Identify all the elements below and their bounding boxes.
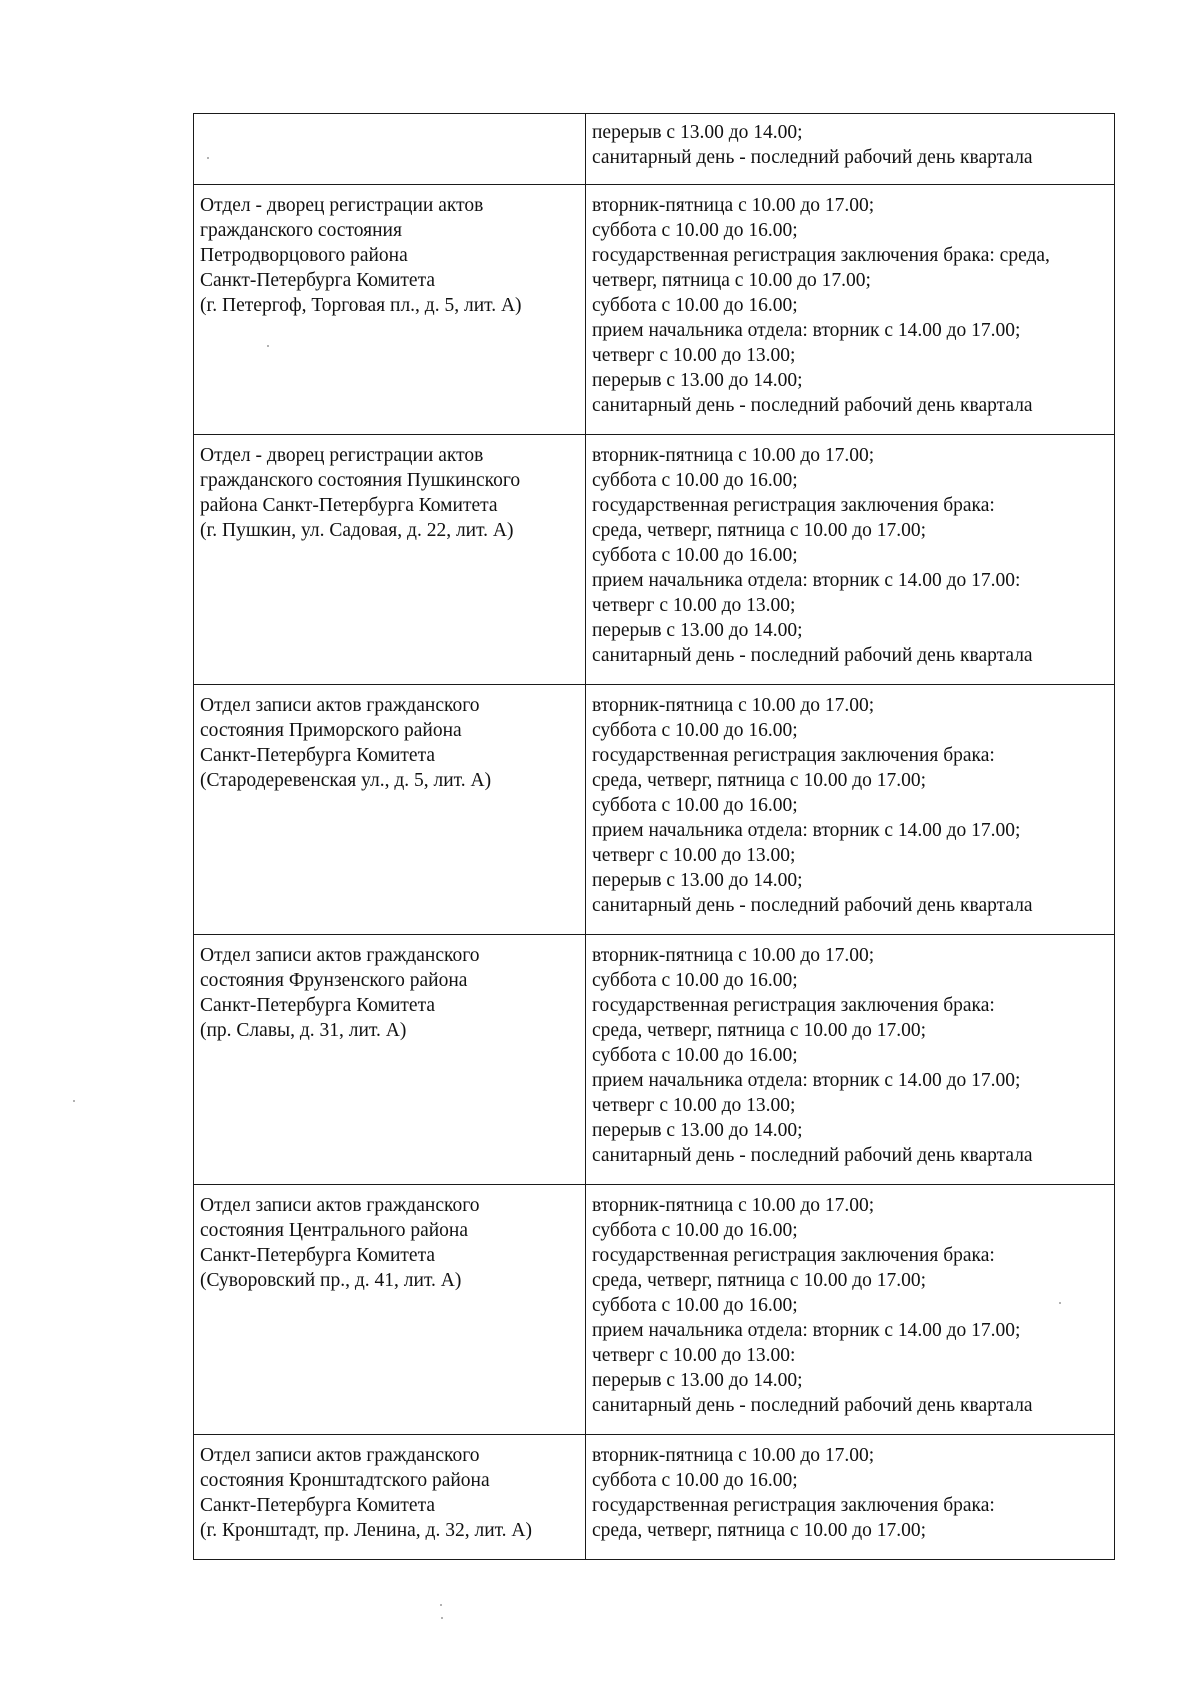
office-name-line: (пр. Славы, д. 31, лит. А) [200,1020,407,1041]
working-hours-line: государственная регистрация заключения брака: среда, [592,245,1050,266]
office-name-line: Отдел записи актов гражданского [200,1445,480,1466]
working-hours-line: суббота с 10.00 до 16.00; [592,1470,798,1491]
table-row [194,935,1115,1185]
scan-speck [207,157,209,159]
working-hours-cell [586,685,1115,935]
working-hours-line: четверг с 10.00 до 13.00: [592,1345,796,1366]
office-name-cell [194,935,586,1185]
working-hours-line: четверг с 10.00 до 13.00; [592,345,796,366]
scan-speck [267,345,269,347]
working-hours-line: перерыв с 13.00 до 14.00; [592,870,803,891]
working-hours-line: суббота с 10.00 до 16.00; [592,720,798,741]
office-name-cell [194,685,586,935]
working-hours-line: суббота с 10.00 до 16.00; [592,970,798,991]
office-name-cell [194,1185,586,1435]
working-hours-line: государственная регистрация заключения брака: [592,1245,995,1266]
office-name-cell [194,114,586,185]
registry-office-schedule-table [193,113,1115,1560]
office-name-line: Отдел записи актов гражданского [200,945,480,966]
working-hours-line: среда, четверг, пятница с 10.00 до 17.00; [592,1270,927,1291]
working-hours-line: санитарный день - последний рабочий день квартала [592,1145,1033,1166]
working-hours-line: суббота с 10.00 до 16.00; [592,1045,798,1066]
office-name-line: Санкт-Петербурга Комитета [200,270,435,291]
scan-speck [73,1100,75,1102]
working-hours-line: четверг с 10.00 до 13.00; [592,595,796,616]
office-name-cell [194,1435,586,1560]
office-name-line: Отдел записи актов гражданского [200,695,480,716]
working-hours-line: четверг, пятница с 10.00 до 17.00; [592,270,871,291]
office-name-line: (Суворовский пр., д. 41, лит. А) [200,1270,462,1291]
office-name-line: Отдел - дворец регистрации актов [200,195,484,216]
working-hours-line: перерыв с 13.00 до 14.00; [592,370,803,391]
working-hours-line: перерыв с 13.00 до 14.00; [592,1370,803,1391]
office-name-line: состояния Приморского района [200,720,462,741]
table-row [194,435,1115,685]
scan-speck [1059,1302,1061,1304]
table-row [194,1435,1115,1560]
working-hours-line: вторник-пятница с 10.00 до 17.00; [592,445,875,466]
working-hours-line: среда, четверг, пятница с 10.00 до 17.00; [592,1520,927,1541]
working-hours-line: среда, четверг, пятница с 10.00 до 17.00; [592,520,927,541]
office-name-line: состояния Центрального района [200,1220,469,1241]
office-name-line: Отдел записи актов гражданского [200,1195,480,1216]
working-hours-line: вторник-пятница с 10.00 до 17.00; [592,945,875,966]
working-hours-line: суббота с 10.00 до 16.00; [592,295,798,316]
working-hours-line: перерыв с 13.00 до 14.00; [592,1120,803,1141]
scan-speck [440,1604,442,1606]
office-name-line: Санкт-Петербурга Комитета [200,995,435,1016]
working-hours-line: перерыв с 13.00 до 14.00; [592,122,803,143]
table-body [194,114,1115,1560]
working-hours-line: государственная регистрация заключения брака: [592,495,995,516]
office-name-line: состояния Фрунзенского района [200,970,468,991]
working-hours-line: санитарный день - последний рабочий день квартала [592,1395,1033,1416]
office-name-line: Санкт-Петербурга Комитета [200,745,435,766]
table-row [194,685,1115,935]
working-hours-line: прием начальника отдела: вторник с 14.00 до 17.00: [592,570,1021,591]
working-hours-cell [586,935,1115,1185]
working-hours-line: прием начальника отдела: вторник с 14.00 до 17.00; [592,820,1021,841]
office-name-line: Санкт-Петербурга Комитета [200,1245,435,1266]
working-hours-line: четверг с 10.00 до 13.00; [592,845,796,866]
office-name-line: (г. Пушкин, ул. Садовая, д. 22, лит. А) [200,520,514,541]
office-name-line: Санкт-Петербурга Комитета [200,1495,435,1516]
working-hours-line: государственная регистрация заключения брака: [592,745,995,766]
working-hours-line: суббота с 10.00 до 16.00; [592,470,798,491]
working-hours-line: перерыв с 13.00 до 14.00; [592,620,803,641]
working-hours-line: суббота с 10.00 до 16.00; [592,220,798,241]
working-hours-line: среда, четверг, пятница с 10.00 до 17.00; [592,1020,927,1041]
working-hours-cell [586,185,1115,435]
working-hours-line: прием начальника отдела: вторник с 14.00 до 17.00; [592,1070,1021,1091]
working-hours-cell [586,435,1115,685]
working-hours-line: санитарный день - последний рабочий день квартала [592,147,1033,168]
office-name-line: района Санкт-Петербурга Комитета [200,495,498,516]
office-name-line: (Стародеревенская ул., д. 5, лит. А) [200,770,492,791]
table-row [194,114,1115,185]
working-hours-line: вторник-пятница с 10.00 до 17.00; [592,695,875,716]
office-name-line: Отдел - дворец регистрации актов [200,445,484,466]
working-hours-cell [586,1185,1115,1435]
office-name-line: (г. Петергоф, Торговая пл., д. 5, лит. А) [200,295,522,316]
working-hours-cell [586,1435,1115,1560]
working-hours-line: суббота с 10.00 до 16.00; [592,1220,798,1241]
working-hours-line: вторник-пятница с 10.00 до 17.00; [592,195,875,216]
office-name-line: Петродворцового района [200,245,408,266]
working-hours-line: прием начальника отдела: вторник с 14.00 до 17.00; [592,1320,1021,1341]
working-hours-line: суббота с 10.00 до 16.00; [592,795,798,816]
working-hours-line: государственная регистрация заключения брака: [592,1495,995,1516]
working-hours-line: санитарный день - последний рабочий день квартала [592,395,1033,416]
working-hours-line: вторник-пятница с 10.00 до 17.00; [592,1445,875,1466]
working-hours-cell [586,114,1115,185]
working-hours-line: государственная регистрация заключения брака: [592,995,995,1016]
working-hours-line: среда, четверг, пятница с 10.00 до 17.00; [592,770,927,791]
office-name-cell [194,435,586,685]
office-name-line: гражданского состояния [200,220,402,241]
working-hours-line: суббота с 10.00 до 16.00; [592,1295,798,1316]
table-row [194,185,1115,435]
working-hours-line: прием начальника отдела: вторник с 14.00 до 17.00; [592,320,1021,341]
working-hours-line: четверг с 10.00 до 13.00; [592,1095,796,1116]
office-name-line: гражданского состояния Пушкинского [200,470,521,491]
scan-speck [441,1617,443,1619]
working-hours-line: санитарный день - последний рабочий день квартала [592,645,1033,666]
working-hours-line: суббота с 10.00 до 16.00; [592,545,798,566]
office-name-line: состояния Кронштадтского района [200,1470,490,1491]
table-row [194,1185,1115,1435]
working-hours-line: санитарный день - последний рабочий день квартала [592,895,1033,916]
office-name-cell [194,185,586,435]
office-name-line: (г. Кронштадт, пр. Ленина, д. 32, лит. А) [200,1520,533,1541]
working-hours-line: вторник-пятница с 10.00 до 17.00; [592,1195,875,1216]
